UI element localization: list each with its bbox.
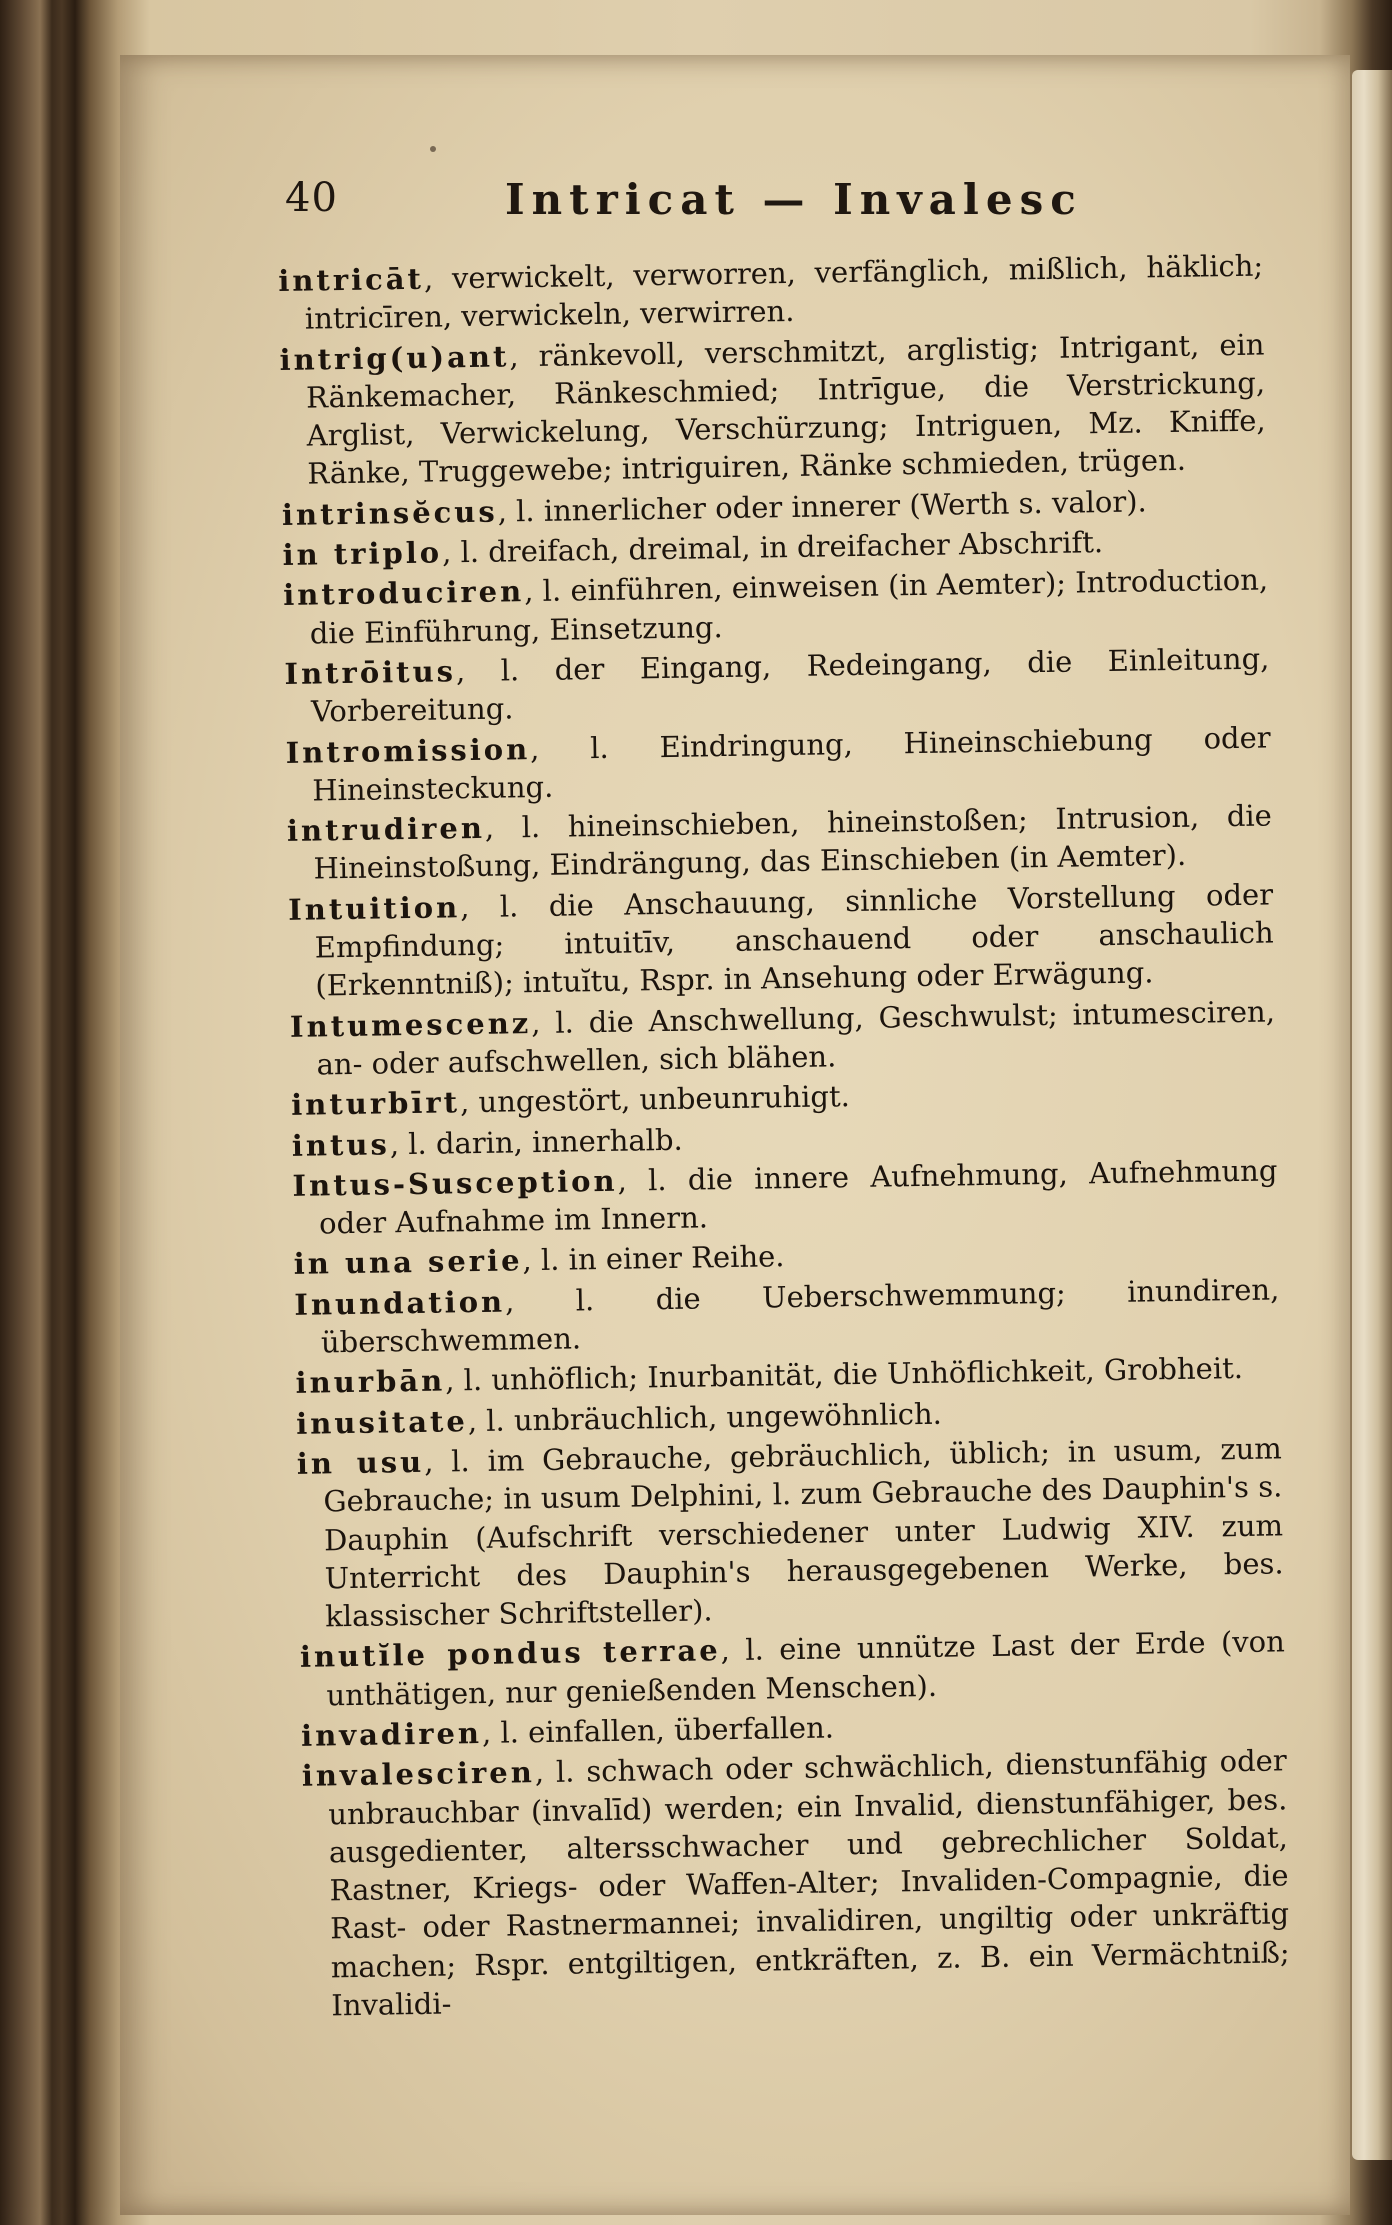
entry-headword: in usu	[296, 1444, 425, 1481]
entry-intrudiren	[287, 797, 1273, 889]
entry-headword: inusitate	[295, 1403, 469, 1441]
entry-text: , verwickelt, verworren, verfänglich, mißlich, häklich; intricīren, verwickeln, verwirren.	[304, 248, 1264, 336]
entry-inundation	[294, 1270, 1280, 1362]
entry-text: , l. innerlicher oder innerer (Werth s. valor).	[497, 484, 1148, 529]
entry-headword: intricāt	[278, 261, 425, 298]
entry-invalesciren	[301, 1742, 1290, 2026]
entry-headword: invadiren	[300, 1715, 483, 1753]
entry-headword: invalesciren	[301, 1755, 536, 1794]
entry-text: , l. schwach oder schwächlich, dienstunfähig oder unbrauchbar (invalīd) werden; ein Invalid, dienstunfähiger, bes. ausgedienter, altersschwacher und gebrechlicher Soldat, Rastner, Kriegs- oder Waffen-Alter; Invaliden-Compagnie, die Rast- oder Rastnermannei; invalidiren, ungiltig oder unkräftig machen; Rspr. entgiltigen, entkräften, z. B. ein Vermächtniß; Invalidi-	[328, 1743, 1290, 2023]
entry-introduciren	[283, 561, 1269, 653]
entry-text: , l. die Anschauung, sinnliche Vorstellung oder Empfindung; intuitīv, anschauend oder anschaulich (Erkenntniß); intuĭtu, Rspr. in Ansehung oder Erwägung.	[314, 877, 1274, 1003]
entry-headword: in una serie	[293, 1243, 523, 1282]
entry-text: , ränkevoll, verschmitzt, arglistig; Intrigant, ein Ränkemacher, Ränkeschmied; Intrīgue, die Verstrickung, Arglist, Verwickelung, Verschürzung; Intriguen, Mz. Kniffe, Ränke, Truggewebe; intriguiren, Ränke schmieden, trügen.	[305, 327, 1266, 492]
entry-headword: Intrōitus	[284, 654, 457, 691]
page-number: 40	[285, 175, 338, 221]
ink-speck	[430, 146, 436, 152]
entry-text: , l. die Ueberschwemmung; inundiren, überschwemmen.	[320, 1272, 1280, 1360]
entry-text: , l. im Gebrauche, gebräuchlich, üblich; in usum, zum Gebrauche; in usum Delphini, l. zum Gebrauche des Dauphin's s. Dauphin (Aufschrift verschiedener unter Ludwig XIV. zum Unterricht des Dauphin's herausgegebenen Werke, bes. klassischer Schriftsteller).	[323, 1431, 1284, 1634]
entry-headword: Intus-Susception	[292, 1163, 618, 1203]
entry-headword: Intromission	[285, 731, 531, 770]
entry-headword: inutĭle pondus terrae	[299, 1633, 721, 1675]
entry-headword: Intumescenz	[289, 1005, 532, 1044]
entry-text: , l. dreifach, dreimal, in dreifacher Abschrift.	[441, 525, 1104, 570]
entry-text: , l. darin, innerhalb.	[389, 1122, 683, 1161]
entry-inutile-pondus	[300, 1623, 1286, 1715]
entry-text: , ungestört, unbeunruhigt.	[459, 1079, 851, 1120]
entry-headword: intrinsĕcus	[281, 494, 498, 532]
entry-intus-susception	[292, 1151, 1278, 1243]
entry-intricat	[278, 247, 1264, 339]
entry-headword: Intuition	[287, 889, 461, 927]
entry-text: , l. in einer Reihe.	[522, 1239, 785, 1278]
entry-introitus	[284, 639, 1270, 731]
entry-text: , l. eine unnütze Last der Erde (von unthätigen, nur genießenden Menschen).	[326, 1624, 1286, 1713]
entry-headword: intrudiren	[286, 810, 486, 849]
entry-headword: inturbīrt	[290, 1085, 461, 1123]
entry-text: , l. die Anschwellung, Geschwulst; intumesciren, an- oder aufschwellen, sich blähen.	[316, 994, 1276, 1082]
entry-text: , l. hineinschieben, hineinstoßen; Intrusion, die Hineinstoßung, Eindrängung, das Einschieben (in Aemter).	[313, 798, 1273, 886]
entry-headword: introduciren	[282, 574, 525, 613]
entry-headword: inurbān	[295, 1363, 446, 1401]
entry-headword: Inundation	[294, 1284, 506, 1322]
entry-text: , l. einfallen, überfallen.	[481, 1710, 835, 1750]
entry-headword: intus	[291, 1126, 391, 1163]
running-head: Intricat — Invalesc	[505, 175, 1083, 224]
entry-headword: intrig(u)ant	[279, 338, 510, 377]
entry-in-usu	[297, 1429, 1285, 1636]
entry-intuition	[288, 875, 1275, 1005]
entry-text: , l. unbräuchlich, ungewöhnlich.	[467, 1396, 943, 1438]
entry-intumescenz	[290, 992, 1276, 1084]
page-header	[165, 175, 1265, 245]
entry-text: , l. der Eingang, Redeingang, die Einleitung, Vorbereitung.	[310, 641, 1270, 729]
entry-intromission	[285, 718, 1271, 810]
entry-text: , l. Eindringung, Hineinschiebung oder Hineinsteckung.	[312, 720, 1271, 808]
entry-text: , l. die innere Aufnehmung, Aufnehmung oder Aufnahme im Innern.	[318, 1153, 1278, 1241]
next-page-edge	[1352, 70, 1392, 2160]
entry-intrigant	[279, 325, 1266, 494]
entry-headword: in triplo	[282, 535, 443, 573]
entry-text: , l. unhöflich; Inurbanität, die Unhöflichkeit, Grobheit.	[444, 1351, 1244, 1398]
dictionary-entries	[278, 247, 1291, 2026]
entry-text: , l. einführen, einweisen (in Aemter); Introduction, die Einführung, Einsetzung.	[309, 562, 1269, 651]
